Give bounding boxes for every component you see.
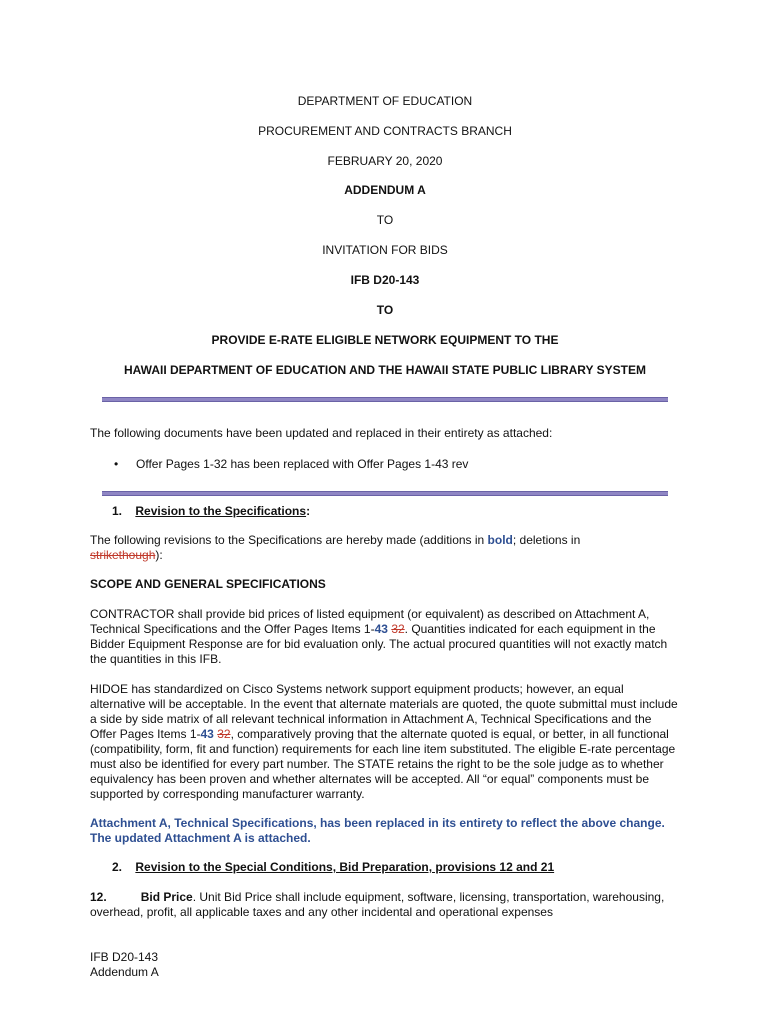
section-1-heading <box>112 504 702 519</box>
section-1-intro-text-2: ; deletions in <box>512 533 581 547</box>
section-2-number: 2. <box>112 860 123 874</box>
divider-rule-1 <box>102 397 668 402</box>
bullet-icon: • <box>114 457 119 471</box>
bullet-item: Offer Pages 1-32 has been replaced with Offer Pages 1-43 rev <box>136 457 469 471</box>
section-1-title: Revision to the Specifications <box>135 504 307 518</box>
addendum-title: ADDENDUM A <box>344 183 426 197</box>
section-1-intro <box>90 533 680 563</box>
bold-example: bold <box>487 533 513 547</box>
scope-p1-text-2: . Quantities indicated for each equipment in the Bidder Equipment Response are for bid evaluation only. The actual procured quantities will not exactly match the quantities in this IFB. <box>90 622 668 666</box>
divider-rule-2 <box>102 491 668 496</box>
scope-paragraph-2 <box>90 682 680 802</box>
section-1-colon: : <box>306 504 311 518</box>
provision-12-text: . Unit Bid Price shall include equipment, software, licensing, transportation, warehousing, overhead, profit, all applicable taxes and any other incidental and operational expenses <box>90 890 665 919</box>
department-line: DEPARTMENT OF EDUCATION <box>297 94 473 108</box>
date-line: FEBRUARY 20, 2020 <box>327 154 443 168</box>
scope-p2-text: HIDOE has standardized on Cisco Systems network support equipment products; however, an equal alternative will be acceptable. In the event that alternate materials are quoted, the quote submittal must include a side by side matrix of all relevant technical information in Attachment A, Technical Specifications and the Offer Pages Items 1- <box>90 682 678 741</box>
project-title-line-1: PROVIDE E-RATE ELIGIBLE NETWORK EQUIPMENT TO THE <box>211 333 559 347</box>
scope-p1-addition: 43 <box>374 622 388 636</box>
section-1-number: 1. <box>112 504 123 518</box>
invitation-line: INVITATION FOR BIDS <box>322 243 448 257</box>
scope-paragraph-1 <box>90 607 680 667</box>
project-title-line-2: HAWAII DEPARTMENT OF EDUCATION AND THE HAWAII STATE PUBLIC LIBRARY SYSTEM <box>123 363 646 377</box>
to-line-1: TO <box>376 213 394 227</box>
section-2-title: Revision to the Special Conditions, Bid Preparation, provisions 12 and 21 <box>135 860 555 874</box>
provision-12 <box>90 890 680 920</box>
provision-12-title: Bid Price <box>140 890 193 904</box>
to-line-2: TO <box>376 303 394 317</box>
footer-addendum: Addendum A <box>90 965 159 979</box>
ifb-number: IFB D20-143 <box>350 273 420 287</box>
scope-p2-addition: 43 <box>200 727 214 741</box>
section-1-intro-text: The following revisions to the Specifications are hereby made (additions in <box>90 533 488 547</box>
scope-p1-deletion: 32 <box>391 622 405 636</box>
provision-12-number: 12. <box>90 890 107 904</box>
section-1-intro-text-3: ): <box>155 548 163 562</box>
section-2-heading <box>112 860 702 875</box>
branch-line: PROCUREMENT AND CONTRACTS BRANCH <box>258 124 512 138</box>
footer-ifb: IFB D20-143 <box>90 950 159 964</box>
scope-p2-text-2: , comparatively proving that the alternate quoted is equal, or better, in all functional (compatibility, form, fit and function) requirements for each line item substituted. The eligible E-rate percentage must also be identified for every part number. The STATE retains the right to be the sole judge as to whether equivalency has been proven and whether alternates will be accepted. All “or equal” components must be supported by corresponding manufacturer warranty. <box>90 727 676 801</box>
intro-text: The following documents have been updated and replaced in their entirety as attached: <box>90 426 553 440</box>
scope-heading: SCOPE AND GENERAL SPECIFICATIONS <box>90 577 326 591</box>
attachment-note: Attachment A, Technical Specifications, has been replaced in its entirety to reflect the above change. The updated Attachment A is attached. <box>90 816 665 845</box>
strikethrough-example: strikethough <box>90 548 156 562</box>
scope-p1-text: CONTRACTOR shall provide bid prices of listed equipment (or equivalent) as described on Attachment A, Technical Specifications and the Offer Pages Items 1- <box>90 607 650 636</box>
scope-p2-deletion: 32 <box>217 727 231 741</box>
